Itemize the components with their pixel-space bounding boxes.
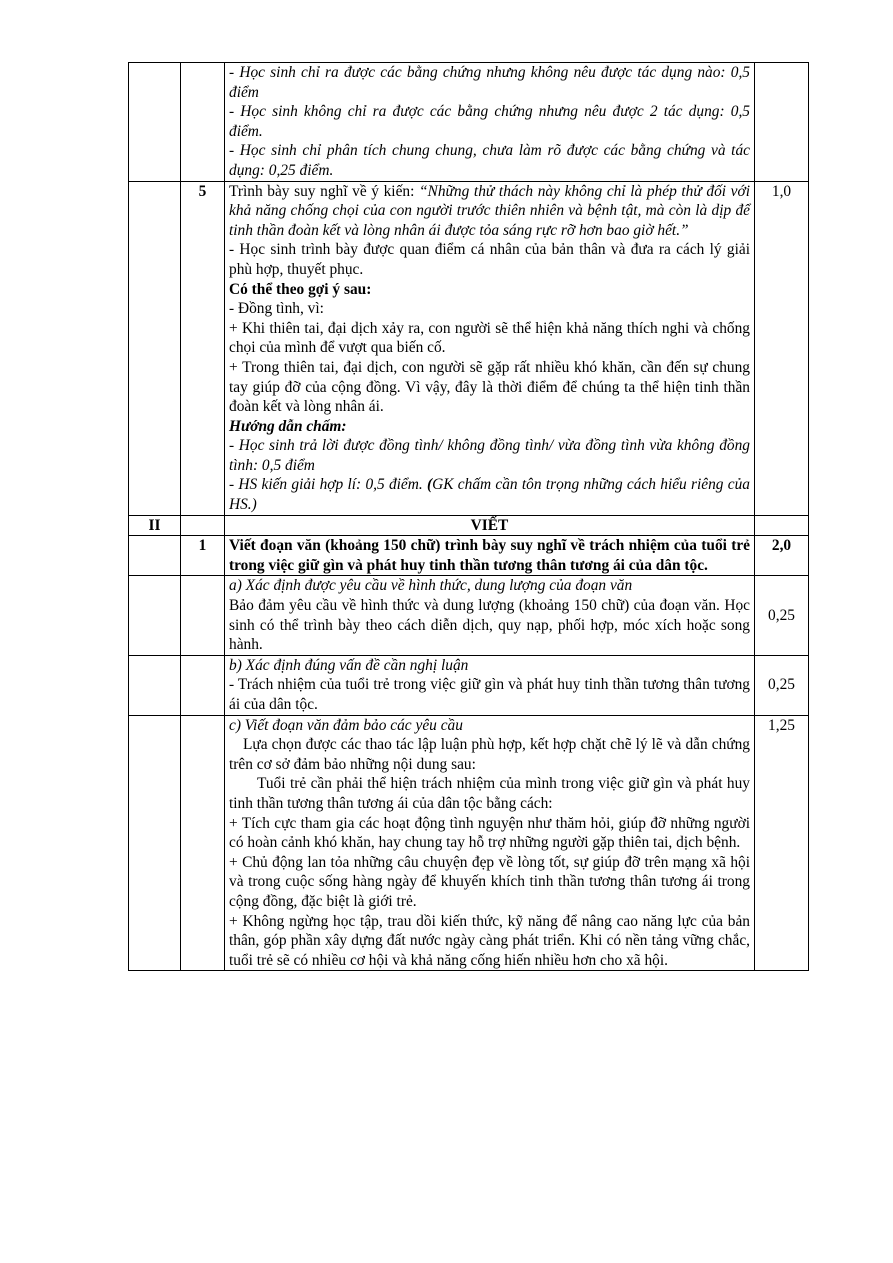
criterion-c-p1: Lựa chọn được các thao tác lập luận phù hợp, kết hợp chặt chẽ lý lẽ và dẫn chứng trên cơ sở đảm bảo những nội dung sau: (229, 736, 750, 773)
table-row-criterion-c (129, 715, 809, 971)
grading-line-1: - Học sinh trả lời được đồng tình/ không đồng tình/ vừa đồng tình vừa không đồng tình: 0,5 điểm (229, 437, 750, 474)
table-row-criterion-a (129, 576, 809, 655)
question-cell (181, 576, 225, 655)
grading-line-2-b: ( (427, 476, 433, 494)
prompt-quote: “Những thử thách này không chỉ là phép thử đối với khả năng chống chọi của con người trước thiên nhiên và bệnh tật, mà còn là dịp để tinh thần đoàn kết và lòng nhân ái được tỏa sáng rực rỡ hơn bao giờ hết.” (229, 182, 751, 239)
point-2: + Trong thiên tai, đại dịch, con người sẽ gặp rất nhiều khó khăn, cần đến sự chung tay giúp đỡ của cộng đồng. Vì vậy, đây là thời điểm để chúng ta thể hiện tinh thần đoàn kết và lòng nhân ái. (229, 358, 750, 416)
grading-note-1: - Học sinh chỉ ra được các bằng chứng nhưng không nêu được tác dụng nào: 0,5 điểm (229, 64, 750, 101)
criterion-c-p3: + Tích cực tham gia các hoạt động tình nguyện như thăm hỏi, giúp đỡ những người có hoàn cảnh khó khăn, hay chung tay hỗ trợ những người gặp thiên tai, dịch bệnh. (229, 814, 750, 852)
criterion-c-p5: + Không ngừng học tập, trau dồi kiến thức, kỹ năng để nâng cao năng lực của bản thân, góp phần xây dựng đất nước ngày càng phát triển. Khi có nền tảng vững chắc, tuổi trẻ sẽ có nhiều cơ hội và khả năng cống hiến nhiều hơn cho xã hội. (229, 912, 750, 969)
question-number: 5 (181, 181, 225, 515)
grading-note-3: - Học sinh chỉ phân tích chung chung, chưa làm rõ được các bằng chứng và tác dụng: 0,25 điểm. (229, 142, 750, 179)
question-number: 1 (181, 536, 225, 576)
part-cell (129, 715, 181, 971)
agree-line: - Đồng tình, vì: (229, 300, 324, 318)
criterion-c-p2: Tuổi trẻ cần phải thể hiện trách nhiệm của mình trong việc giữ gìn và phát huy tinh thần tương thân tương ái của dân tộc bằng cách: (229, 775, 750, 812)
question-cell (181, 715, 225, 971)
grading-note-2: - Học sinh không chỉ ra được các bằng chứng nhưng nêu được 2 tác dụng: 0,5 điểm. (229, 103, 750, 140)
part-cell (129, 655, 181, 715)
part-cell (129, 576, 181, 655)
prompt-intro: Trình bày suy nghĩ về ý kiến: (229, 182, 419, 200)
grading-line-2 (229, 475, 750, 514)
requirement: - Học sinh trình bày được quan điểm cá nhân của bản thân và đưa ra cách lý giải phù hợp, thuyết phục. (229, 241, 750, 278)
table-row-part-2 (129, 515, 809, 536)
score-cell (755, 63, 809, 182)
score: 1,0 (755, 181, 809, 515)
table-row-criterion-b (129, 655, 809, 715)
table-row-question-5 (129, 181, 809, 515)
criterion-a-heading: a) Xác định được yêu cầu về hình thức, dung lượng của đoạn văn (229, 577, 633, 595)
table-row-writing-1 (129, 536, 809, 576)
criterion-c-heading: c) Viết đoạn văn đảm bảo các yêu cầu (229, 716, 463, 734)
writing-prompt: Viết đoạn văn (khoảng 150 chữ) trình bày suy nghĩ về trách nhiệm của tuổi trẻ trong việc giữ gìn và phát huy tinh thần tương thân tương ái của dân tộc. (225, 536, 755, 576)
point-1: + Khi thiên tai, đại dịch xảy ra, con người sẽ thể hiện khả năng thích nghi và chống chọi của mình để vượt qua biến cố. (229, 319, 750, 357)
content-cell (225, 576, 755, 655)
criterion-c-p4: + Chủ động lan tỏa những câu chuyện đẹp về lòng tốt, sự giúp đỡ trên mạng xã hội và trong cuộc sống hàng ngày để khuyến khích tinh thần tương thân tương ái trong cộng đồng, đặc biệt là giới trẻ. (229, 853, 750, 910)
score: 0,25 (755, 576, 809, 655)
question-cell (181, 515, 225, 536)
part-cell (129, 63, 181, 182)
question-cell (181, 655, 225, 715)
score: 2,0 (755, 536, 809, 576)
criterion-b-heading: b) Xác định đúng vấn đề cần nghị luận (229, 656, 469, 674)
score-cell (755, 515, 809, 536)
grading-line-2-c: GK chấm cần tôn trọng những cách hiểu riêng của HS.) (229, 476, 750, 514)
content-cell (225, 655, 755, 715)
table-row-grading-notes (129, 63, 809, 182)
criterion-b-body: - Trách nhiệm của tuổi trẻ trong việc giữ gìn và phát huy tinh thần tương thân tương ái của dân tộc. (229, 676, 750, 713)
content-cell (225, 715, 755, 971)
grading-rubric-table (128, 62, 809, 971)
score: 0,25 (755, 655, 809, 715)
grading-heading: Hướng dẫn chấm: (229, 417, 347, 435)
part-roman: II (129, 515, 181, 536)
question-cell (181, 63, 225, 182)
part-cell (129, 181, 181, 515)
grading-line-2-a: - HS kiến giải hợp lí: 0,5 điểm. (229, 476, 427, 494)
content-cell (225, 63, 755, 182)
part-title: VIẾT (225, 515, 755, 536)
content-cell (225, 181, 755, 515)
score: 1,25 (755, 715, 809, 971)
criterion-a-body: Bảo đảm yêu cầu về hình thức và dung lượng (khoảng 150 chữ) của đoạn văn. Học sinh có thể trình bày theo cách diễn dịch, quy nạp, phối hợp, móc xích hoặc song hành. (229, 597, 750, 654)
question-5-prompt (229, 182, 750, 241)
suggestion-heading: Có thể theo gợi ý sau: (229, 280, 372, 298)
part-cell (129, 536, 181, 576)
